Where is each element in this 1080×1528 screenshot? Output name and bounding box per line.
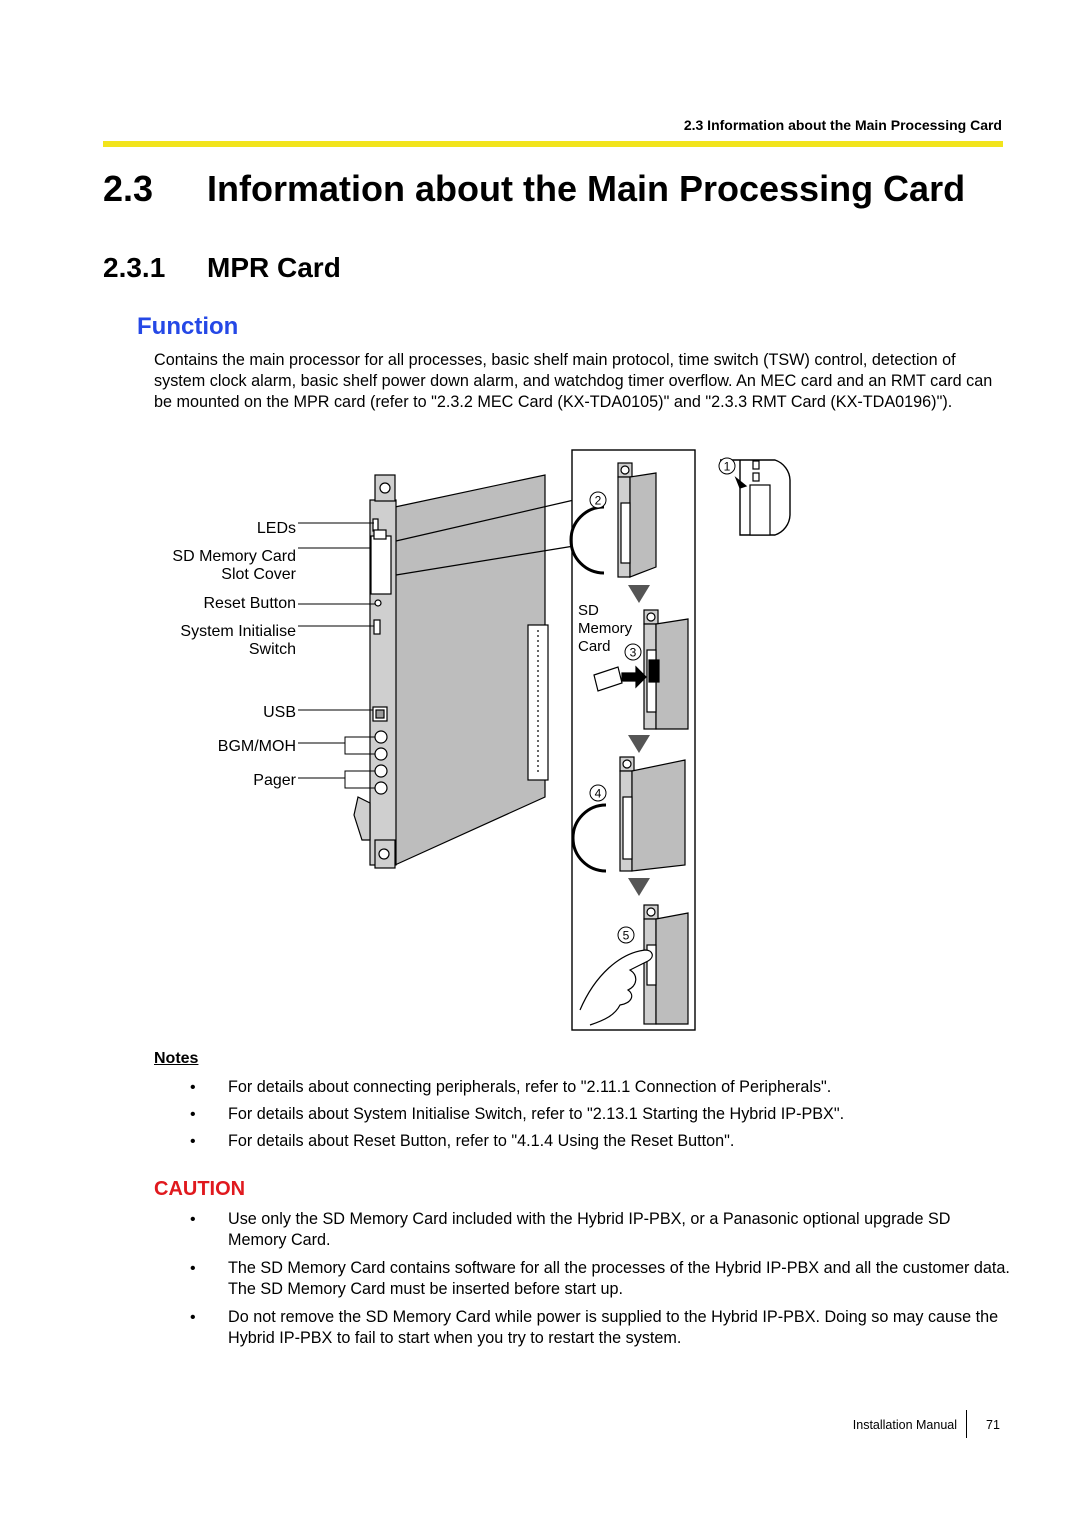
caution-text: Use only the SD Memory Card included with the Hybrid IP-PBX, or a Panasonic optional upgrade SD Memory Card. <box>228 1210 951 1249</box>
sys-init-label-1: System Initialise <box>180 623 296 640</box>
bullet-icon: • <box>190 1309 196 1326</box>
bullet-icon: • <box>190 1260 196 1277</box>
sd-memory-label-1: SD <box>578 602 599 619</box>
section-title <box>103 168 965 210</box>
footer-manual-label: Installation Manual <box>852 1418 957 1432</box>
header-rule <box>103 141 1003 147</box>
caution-text: The SD Memory Card contains software for all the processes of the Hybrid IP-PBX and all the customer data. The SD Memory Card must be inserted before start up. <box>228 1259 1010 1298</box>
subsection-title <box>103 252 341 284</box>
caution-item <box>190 1258 1010 1300</box>
caution-item <box>190 1209 1010 1251</box>
usb-label: USB <box>263 704 296 721</box>
step-2-marker: 2 <box>594 493 602 508</box>
subsection-number: 2.3.1 <box>103 252 166 283</box>
leader-lines <box>298 523 375 788</box>
section-title-text: Information about the Main Processing Card <box>207 168 966 209</box>
step-1-marker: 1 <box>723 459 731 474</box>
bullet-icon: • <box>190 1106 196 1123</box>
step-3-marker: 3 <box>629 645 637 660</box>
sd-cover-label-1: SD Memory Card <box>172 548 296 565</box>
bullet-icon: • <box>190 1211 196 1228</box>
note-item <box>190 1104 1010 1125</box>
section-number: 2.3 <box>103 168 154 209</box>
sd-insertion-procedure <box>571 450 790 1030</box>
note-item <box>190 1131 1010 1152</box>
sd-memory-label-3: Card <box>578 638 611 655</box>
mpr-card-illustration <box>354 475 574 868</box>
reset-label: Reset Button <box>203 595 296 612</box>
pager-label: Pager <box>253 772 296 789</box>
bullet-icon: • <box>190 1079 196 1096</box>
subsection-title-text: MPR Card <box>207 252 341 283</box>
notes-heading: Notes <box>154 1050 199 1067</box>
mpr-card-figure <box>150 445 800 1035</box>
caution-list <box>190 1209 1010 1356</box>
note-text: For details about connecting peripherals, refer to "2.11.1 Connection of Peripherals". <box>228 1078 832 1096</box>
step-5-marker: 5 <box>622 928 630 943</box>
caution-text: Do not remove the SD Memory Card while power is supplied to the Hybrid IP-PBX. Doing so may cause the Hybrid IP-PBX to fail to start when you try to restart the system. <box>228 1308 999 1347</box>
sd-memory-label-2: Memory <box>578 620 633 637</box>
note-text: For details about System Initialise Switch, refer to "2.13.1 Starting the Hybrid IP-PBX". <box>228 1105 845 1123</box>
sd-cover-label-2: Slot Cover <box>221 566 296 583</box>
function-heading: Function <box>137 313 239 340</box>
page-number: 71 <box>986 1418 1000 1432</box>
sys-init-label-2: Switch <box>248 641 296 658</box>
note-item <box>190 1077 1010 1098</box>
footer-separator <box>966 1410 967 1438</box>
bgm-label: BGM/MOH <box>217 738 296 755</box>
note-text: For details about Reset Button, refer to "4.1.4 Using the Reset Button". <box>228 1132 735 1150</box>
running-header: 2.3 Information about the Main Processing Card <box>683 117 1002 133</box>
caution-heading: CAUTION <box>154 1178 246 1200</box>
function-description: Contains the main processor for all processes, basic shelf main protocol, time switch (TSW) control, detection of system clock alarm, basic shelf power down alarm, and watchdog timer overflow. An MEC card and an RMT card can be mounted on the MPR card (refer to "2.3.2 MEC Card (KX-TDA0105)" and "2.3.3 RMT Card (KX-TDA0196)"). <box>154 351 993 411</box>
notes-list <box>190 1077 1010 1158</box>
step-4-marker: 4 <box>594 786 602 801</box>
caution-item <box>190 1307 1010 1349</box>
mpr-card-diagram <box>150 445 800 1035</box>
bullet-icon: • <box>190 1133 196 1150</box>
leds-label: LEDs <box>256 520 296 537</box>
